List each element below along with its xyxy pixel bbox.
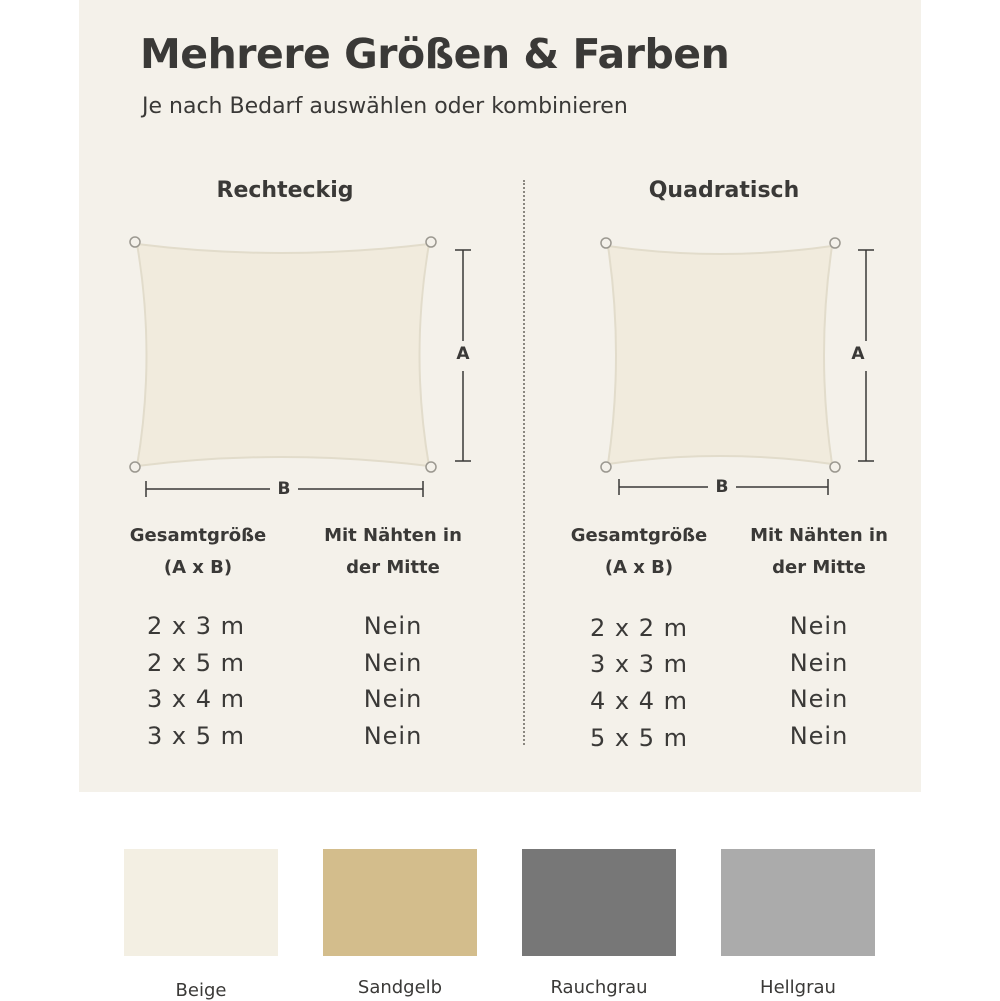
size-cell: 3 x 3 m [589,650,688,678]
column-header-size: Gesamtgröße (A x B) [570,525,708,578]
color-label-hellgrau: Hellgrau [760,977,836,998]
ring-icon [601,462,611,472]
size-cell: 2 x 5 m [146,649,245,677]
ring-icon [130,462,140,472]
ring-icon [830,238,840,248]
seams-cell: Nein [363,722,423,750]
color-swatch-beige[interactable] [124,849,278,956]
seams-cell: Nein [363,685,423,713]
dimension-a-label: A [456,344,470,364]
size-cell: 5 x 5 m [589,724,688,752]
color-swatch-rauchgrau[interactable] [522,849,676,956]
size-cell: 2 x 2 m [589,614,688,642]
color-label-sandgelb: Sandgelb [357,977,443,998]
seams-cell: Nein [363,649,423,677]
square-sail-diagram [601,238,874,495]
color-swatch-sandgelb[interactable] [323,849,477,956]
seams-cell: Nein [789,649,849,677]
ring-icon [426,237,436,247]
ring-icon [130,237,140,247]
color-label-rauchgrau: Rauchgrau [550,977,648,998]
dimension-b-label: B [277,479,291,499]
dimension-b-label: B [715,477,729,497]
color-label-beige: Beige [175,980,227,1001]
size-cell: 3 x 5 m [146,722,245,750]
ring-icon [601,238,611,248]
page-title: Mehrere Größen & Farben [140,30,730,78]
size-cell: 4 x 4 m [589,687,688,715]
square-sail-shape [608,246,832,464]
page-subtitle: Je nach Bedarf auswählen oder kombinieren [142,94,628,119]
ring-icon [830,462,840,472]
column-header-size: Gesamtgröße (A x B) [129,525,267,578]
seams-cell: Nein [789,612,849,640]
size-cell: 3 x 4 m [146,685,245,713]
heading-square: Quadratisch [648,178,800,203]
column-header-seams: Mit Nähten in der Mitte [750,525,888,578]
column-header-seams: Mit Nähten in der Mitte [324,525,462,578]
ring-icon [426,462,436,472]
rectangular-sail-diagram [130,237,471,497]
color-swatch-hellgrau[interactable] [721,849,875,956]
size-cell: 2 x 3 m [146,612,245,640]
dimension-a-label: A [851,344,865,364]
heading-rectangular: Rechteckig [216,178,354,203]
seams-cell: Nein [789,722,849,750]
seams-cell: Nein [363,612,423,640]
rectangular-sail-shape [137,244,429,466]
seams-cell: Nein [789,685,849,713]
